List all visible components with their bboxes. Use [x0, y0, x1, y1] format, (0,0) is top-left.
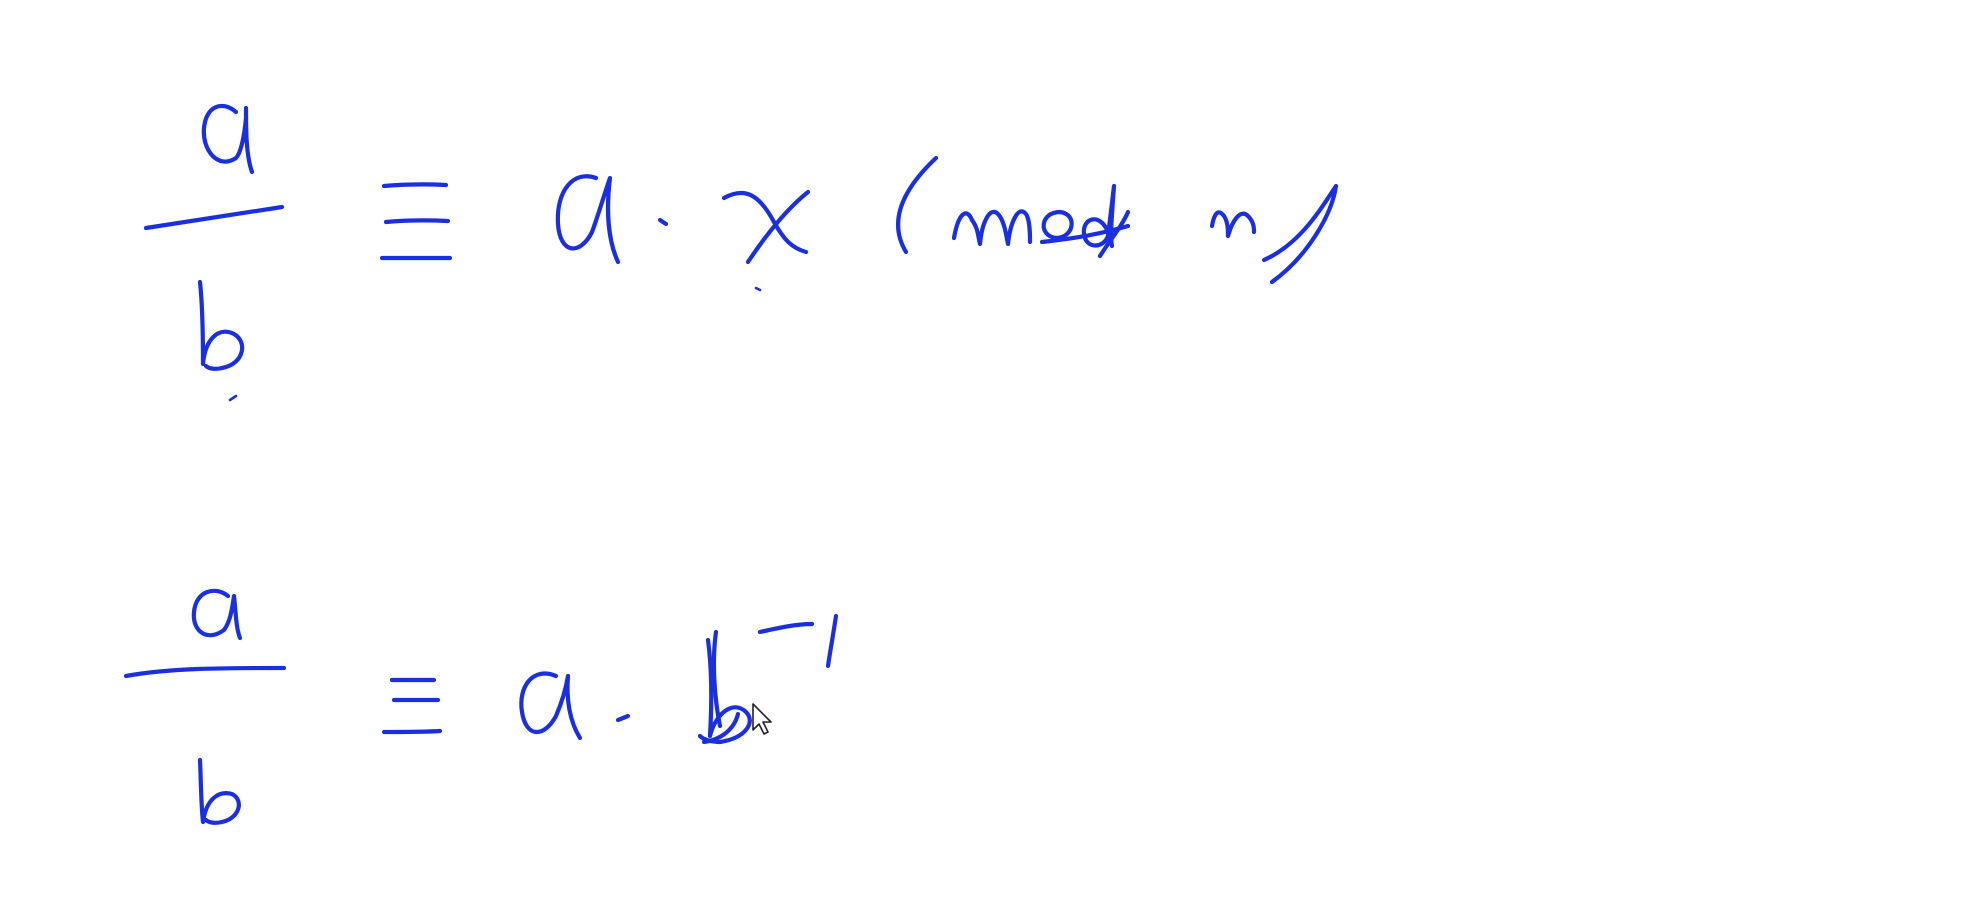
eq2-fraction-bar — [126, 668, 284, 676]
eq1-stray-mark — [230, 396, 236, 400]
eq2-letter-a — [521, 674, 580, 738]
eq1-letter-a — [558, 176, 618, 262]
eq1-fraction-bar — [146, 207, 282, 228]
eq2-denominator-b — [200, 760, 239, 823]
eq1-fraction — [146, 106, 282, 400]
eq1-letter-x — [724, 192, 808, 290]
eq2-fraction — [126, 591, 284, 823]
eq2-dot — [618, 716, 628, 720]
eq1-open-paren — [898, 158, 936, 252]
eq1-dot — [660, 220, 666, 224]
eq2-superscript-one — [828, 616, 836, 666]
eq1-equiv-sign — [382, 184, 450, 258]
eq2-superscript-minus — [760, 624, 812, 632]
eq2-letter-b — [700, 632, 750, 742]
eq1-close-paren — [1264, 186, 1336, 282]
eq1-letter-m — [1212, 212, 1254, 236]
equation-1 — [146, 106, 1336, 400]
eq1-numerator-a — [204, 106, 252, 172]
eq2-equiv-sign — [384, 680, 440, 732]
arrow-pointer-icon — [753, 704, 771, 734]
eq1-mod-text — [954, 186, 1128, 256]
eq1-denominator-b — [200, 282, 242, 369]
equation-2 — [126, 591, 836, 823]
eq2-numerator-a — [194, 591, 240, 638]
